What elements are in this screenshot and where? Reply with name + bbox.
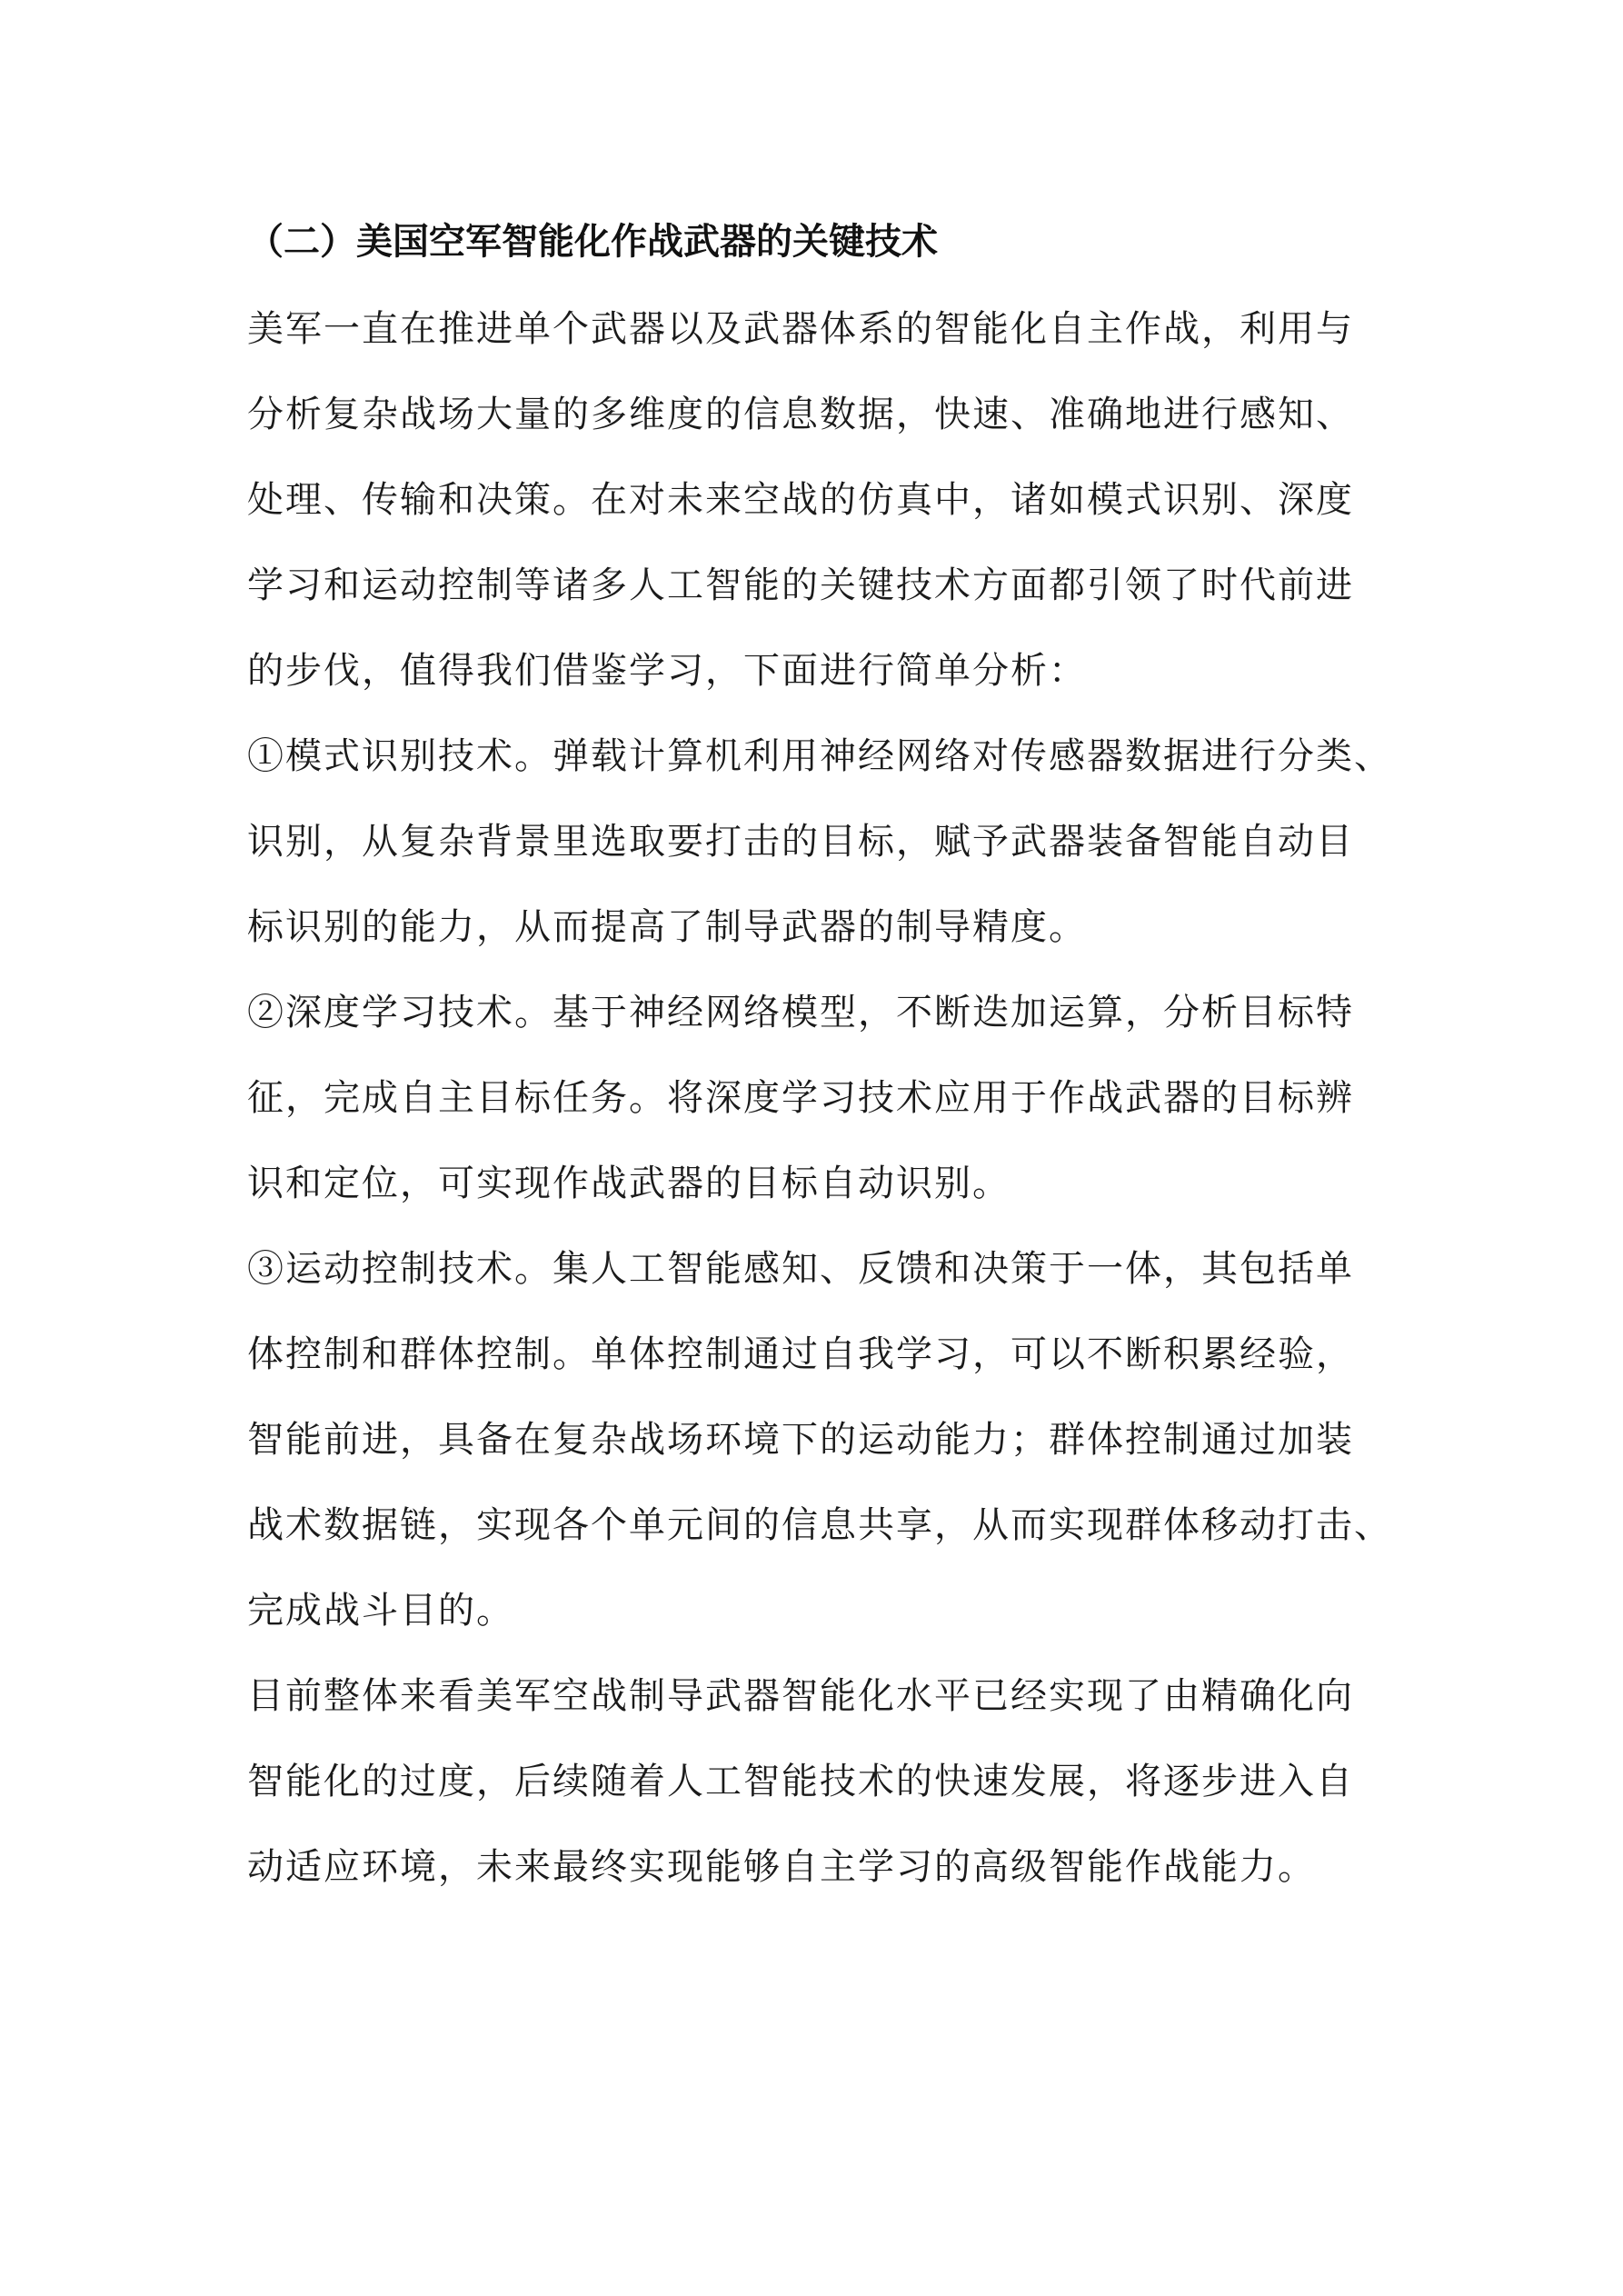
text-line-deep-learning-1: ②深度学习技术。基于神经网络模型，不断迭加运算，分析目标特: [247, 992, 1354, 1033]
text-line-pattern-recognition-2: 识别，从复杂背景里选取要打击的目标，赋予武器装备智能自动目: [247, 821, 1354, 863]
text-line-deep-learning-2: 征，完成自主目标任务。将深度学习技术应用于作战武器的目标辨: [247, 1077, 1354, 1119]
text-line-conclusion-3: 动适应环境，未来最终实现能够自主学习的高级智能作战能力。: [247, 1846, 1316, 1888]
text-line-motion-control-4: 战术数据链，实现各个单元间的信息共享，从而实现群体移动打击、: [247, 1504, 1392, 1546]
text-line-deep-learning-3: 识和定位，可实现作战武器的目标自动识别。: [247, 1163, 1011, 1204]
text-line-pattern-recognition-3: 标识别的能力，从而提高了制导武器的制导精度。: [247, 906, 1087, 948]
text-line-intro-1: 美军一直在推进单个武器以及武器体系的智能化自主作战，利用与: [247, 308, 1354, 350]
text-line-conclusion-1: 目前整体来看美军空战制导武器智能化水平已经实现了由精确化向: [247, 1675, 1354, 1717]
text-line-intro-2: 分析复杂战场大量的多维度的信息数据，快速、准确地进行感知、: [247, 394, 1354, 435]
text-line-motion-control-1: ③运动控制技术。集人工智能感知、反馈和决策于一体，其包括单: [247, 1248, 1354, 1290]
text-line-intro-5: 的步伐，值得我们借鉴学习，下面进行简单分析：: [247, 650, 1087, 692]
text-line-pattern-recognition-1: ①模式识别技术。弹载计算机利用神经网络对传感器数据进行分类、: [247, 735, 1392, 777]
section-heading: （二）美国空军智能化作战武器的关键技术: [247, 221, 938, 263]
text-line-intro-4: 学习和运动控制等诸多人工智能的关键技术方面都引领了时代前进: [247, 564, 1354, 606]
text-line-conclusion-2: 智能化的过度，后续随着人工智能技术的快速发展，将逐步进入自: [247, 1761, 1354, 1802]
text-line-motion-control-3: 智能前进，具备在复杂战场环境下的运动能力；群体控制通过加装: [247, 1419, 1354, 1461]
text-line-motion-control-2: 体控制和群体控制。单体控制通过自我学习，可以不断积累经验，: [247, 1333, 1354, 1375]
text-line-motion-control-5: 完成战斗目的。: [247, 1590, 514, 1632]
text-line-intro-3: 处理、传输和决策。在对未来空战的仿真中，诸如模式识别、深度: [247, 479, 1354, 521]
